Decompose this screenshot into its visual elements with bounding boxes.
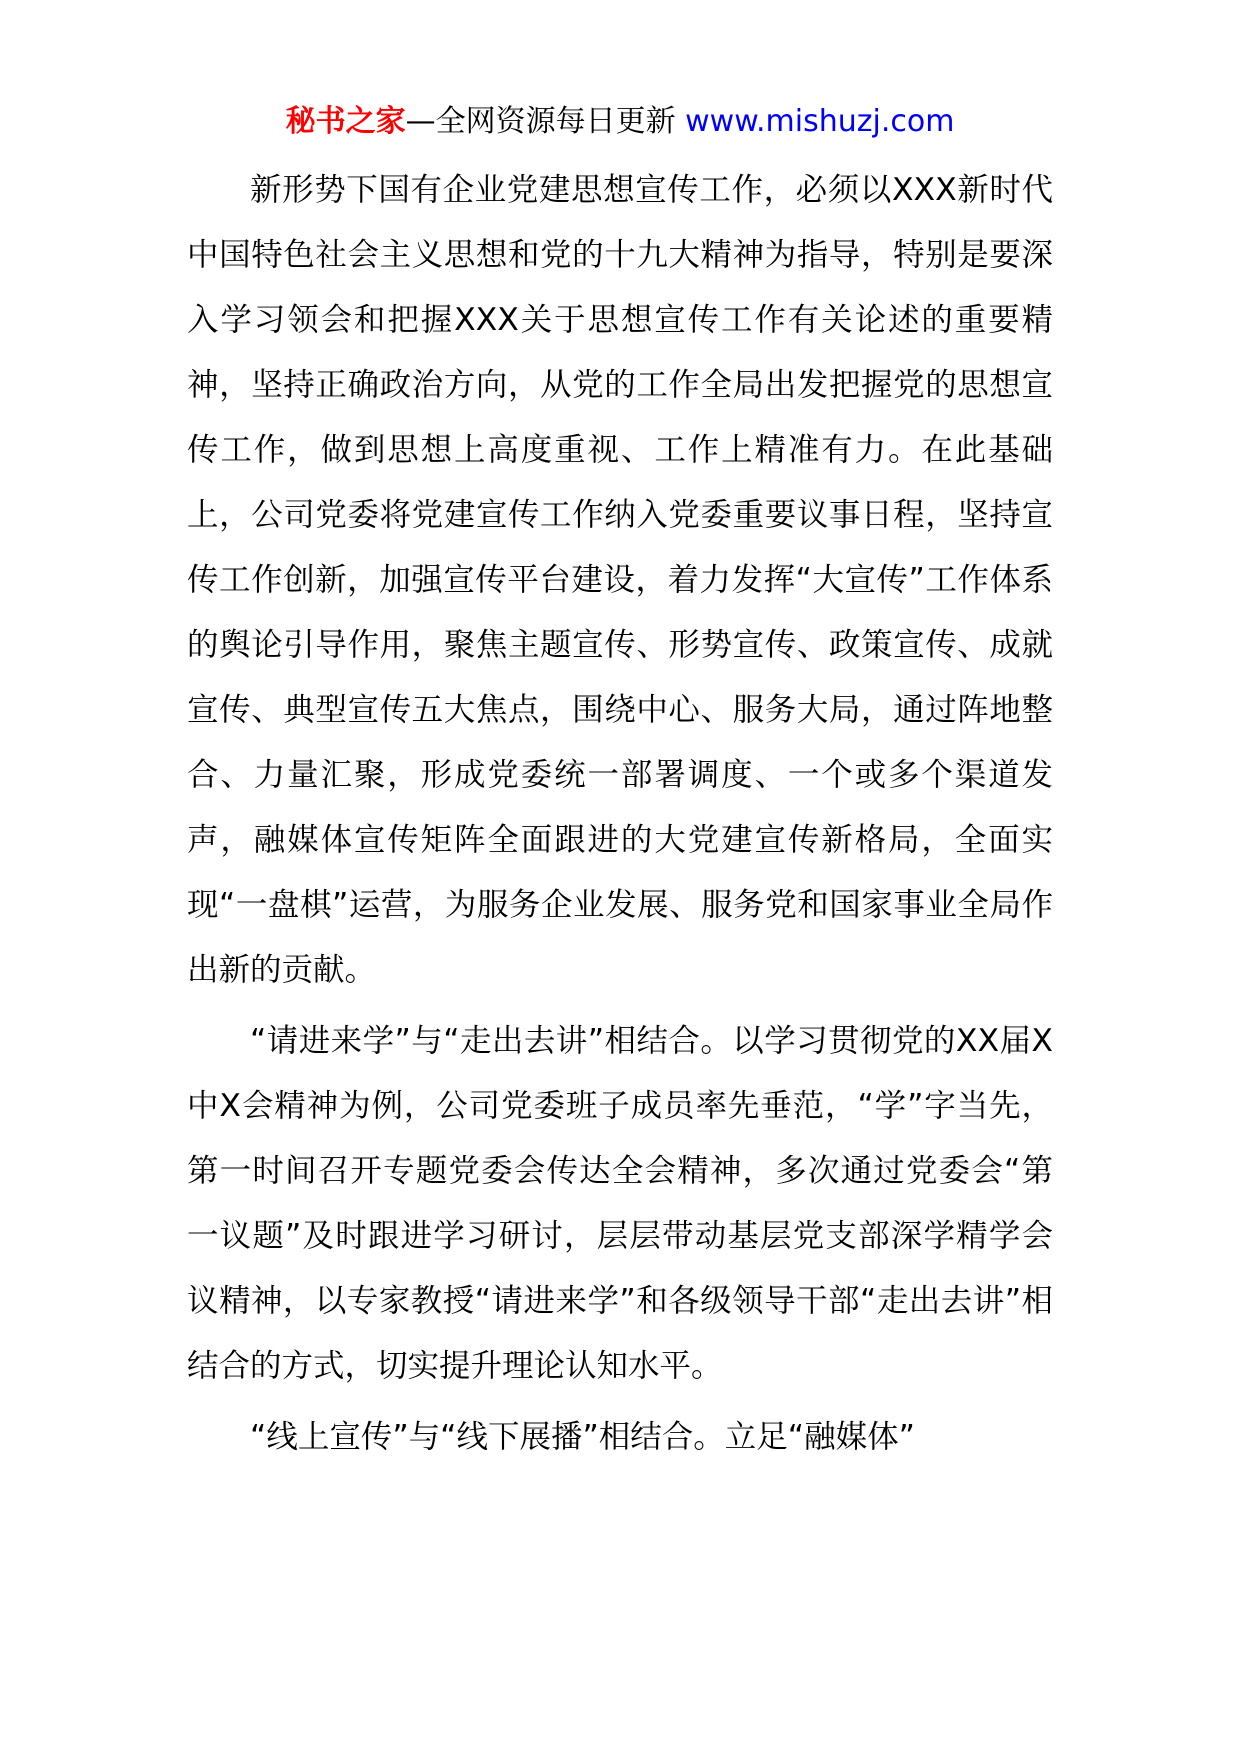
document-body bbox=[187, 158, 1053, 1470]
paragraph-1: 新形势下国有企业党建思想宣传工作，必须以XXX新时代中国特色社会主义思想和党的十九大精神为指导，特别是要深入学习领会和把握XXX关于思想宣传工作有关论述的重要精神，坚持正确政治方向，从党的工作全局出发把握党的思想宣传工作，做到思想上高度重视、工作上精准有力。在此基础上，公司党委将党建宣传工作纳入党委重要议事日程，坚持宣传工作创新，加强宣传平台建设，着力发挥“大宣传”工作体系的舆论引导作用，聚焦主题宣传、形势宣传、政策宣传、成就宣传、典型宣传五大焦点，围绕中心、服务大局，通过阵地整合、力量汇聚，形成党委统一部署调度、一个或多个渠道发声，融媒体宣传矩阵全面跟进的大党建宣传新格局，全面实现“一盘棋”运营，为服务企业发展、服务党和国家事业全局作出新的贡献。 bbox=[187, 172, 1053, 988]
header-tagline: —全网资源每日更新 bbox=[405, 104, 686, 139]
brand-name: 秘书之家 bbox=[285, 104, 406, 139]
paragraph-2: “请进来学”与“走出去讲”相结合。以学习贯彻党的XX届X中X会精神为例，公司党委班子成员率先垂范，“学”字当先，第一时间召开专题党委会传达全会精神，多次通过党委会“第一议题”及时跟进学习研讨，层层带动基层党支部深学精学会议精神，以专家教授“请进来学”和各级领导干部“走出去讲”相结合的方式，切实提升理论认知水平。 bbox=[187, 1023, 1053, 1384]
paragraph-3: “线上宣传”与“线下展播”相结合。立足“融媒体” bbox=[250, 1419, 915, 1455]
page-header bbox=[0, 100, 1240, 144]
site-link[interactable]: www.mishuzj.com bbox=[685, 104, 955, 139]
